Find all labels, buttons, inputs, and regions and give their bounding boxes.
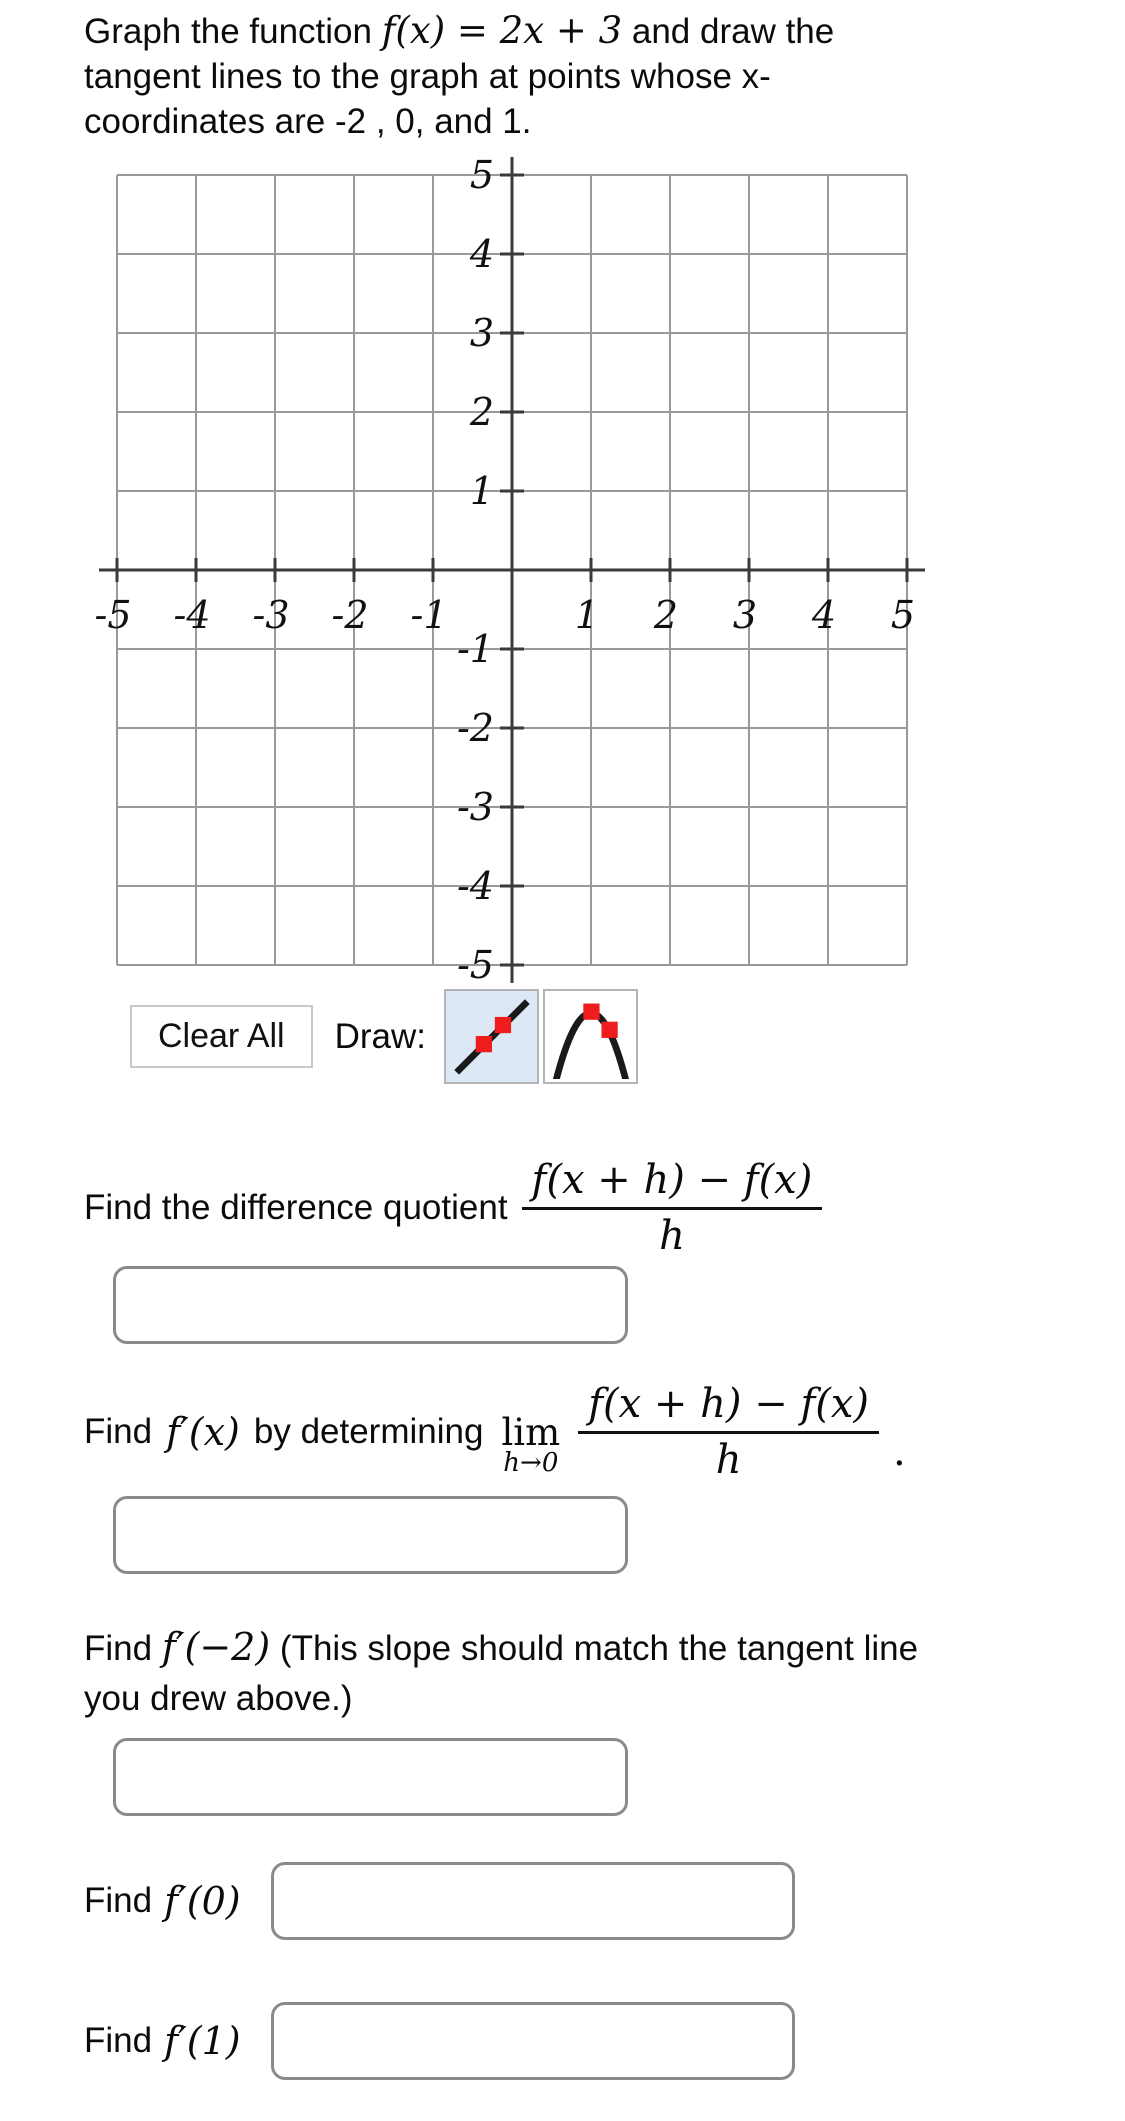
x-tick-label: -1: [410, 593, 448, 637]
difference-quotient-input[interactable]: [113, 1266, 628, 1344]
prompt-start: Find: [84, 1881, 153, 1920]
function-expression: f(x) = 2x + 3: [381, 9, 623, 52]
x-tick-label: -3: [252, 593, 290, 637]
section-fprime-1: [84, 2002, 1125, 2080]
section-fprime-0: [84, 1862, 1125, 1940]
line-tool-icon: [449, 994, 534, 1079]
parabola-tool-icon: [548, 994, 633, 1079]
y-tick-label: -1: [456, 627, 494, 671]
question-text-after: and draw the tangent lines to the graph at points whose x-coordinates are -2 , 0, and 1.: [84, 12, 835, 141]
x-tick-label: 2: [653, 593, 679, 637]
y-tick-label: -3: [456, 785, 494, 829]
y-tick-label: 4: [469, 232, 494, 276]
limit-text: lim: [501, 1410, 561, 1454]
fprime-neg2-input[interactable]: [113, 1738, 628, 1816]
y-tick-label: -4: [456, 864, 494, 908]
fprime-0-notation: f′(0): [164, 1879, 241, 1923]
x-tick-label: 1: [574, 593, 600, 637]
limit-notation: [501, 1410, 561, 1478]
fraction-numerator: f(x + h) − f(x): [531, 1157, 813, 1203]
section-fprime-neg2: [84, 1622, 1125, 1816]
fprime-1-notation: f′(1): [164, 2019, 241, 2063]
fprime-0-input[interactable]: [271, 1862, 795, 1940]
limit-fraction: [578, 1382, 879, 1482]
fprime-neg2-prompt: [84, 1622, 944, 1724]
x-tick-label: -5: [94, 593, 132, 637]
line-tool-button[interactable]: [444, 989, 539, 1084]
axes: [99, 157, 925, 983]
prompt-start: Find: [84, 2021, 153, 2060]
y-tick-label: 2: [469, 390, 494, 434]
question-text: [84, 8, 939, 144]
fprime-x-notation: f′(x): [166, 1410, 240, 1454]
x-tick-label: -2: [331, 593, 369, 637]
limit-subscript: h→0: [503, 1447, 559, 1478]
y-tick-label: 5: [469, 153, 494, 197]
draw-label: Draw:: [334, 1016, 427, 1056]
clear-all-button[interactable]: Clear All: [130, 1005, 313, 1068]
derivative-prompt-start: Find: [84, 1412, 153, 1451]
fraction-denominator: h: [578, 1431, 879, 1482]
derivative-prompt-mid: by determining: [253, 1412, 484, 1451]
question-text-before: Graph the function: [84, 12, 372, 51]
fprime-x-input[interactable]: [113, 1496, 628, 1574]
x-tick-label: 5: [890, 593, 916, 637]
fraction-denominator: h: [522, 1207, 823, 1258]
diff-quotient-prompt: Find the difference quotient: [84, 1188, 508, 1227]
x-tick-label: 4: [811, 593, 837, 637]
y-tick-label: 1: [469, 469, 494, 513]
y-tick-label: 3: [469, 311, 494, 355]
graph-toolbar: [130, 989, 1125, 1084]
x-tick-label: -4: [173, 593, 211, 637]
fraction-numerator: f(x + h) − f(x): [588, 1381, 870, 1427]
prompt-end: (This slope should match the tangent line you drew above.): [84, 1629, 919, 1718]
difference-quotient-fraction: [522, 1158, 823, 1258]
section-derivative-definition: [84, 1382, 1125, 1574]
fprime-neg2-notation: f′(−2): [161, 1625, 271, 1669]
parabola-tool-button[interactable]: [543, 989, 638, 1084]
fprime-1-input[interactable]: [271, 2002, 795, 2080]
sentence-period: .: [893, 1429, 906, 1475]
y-tick-label: -5: [456, 943, 494, 985]
y-tick-label: -2: [456, 706, 494, 750]
x-tick-label: 3: [732, 593, 758, 637]
coordinate-grid[interactable]: [92, 150, 937, 985]
section-difference-quotient: [84, 1158, 1125, 1344]
prompt-start: Find: [84, 1629, 153, 1668]
